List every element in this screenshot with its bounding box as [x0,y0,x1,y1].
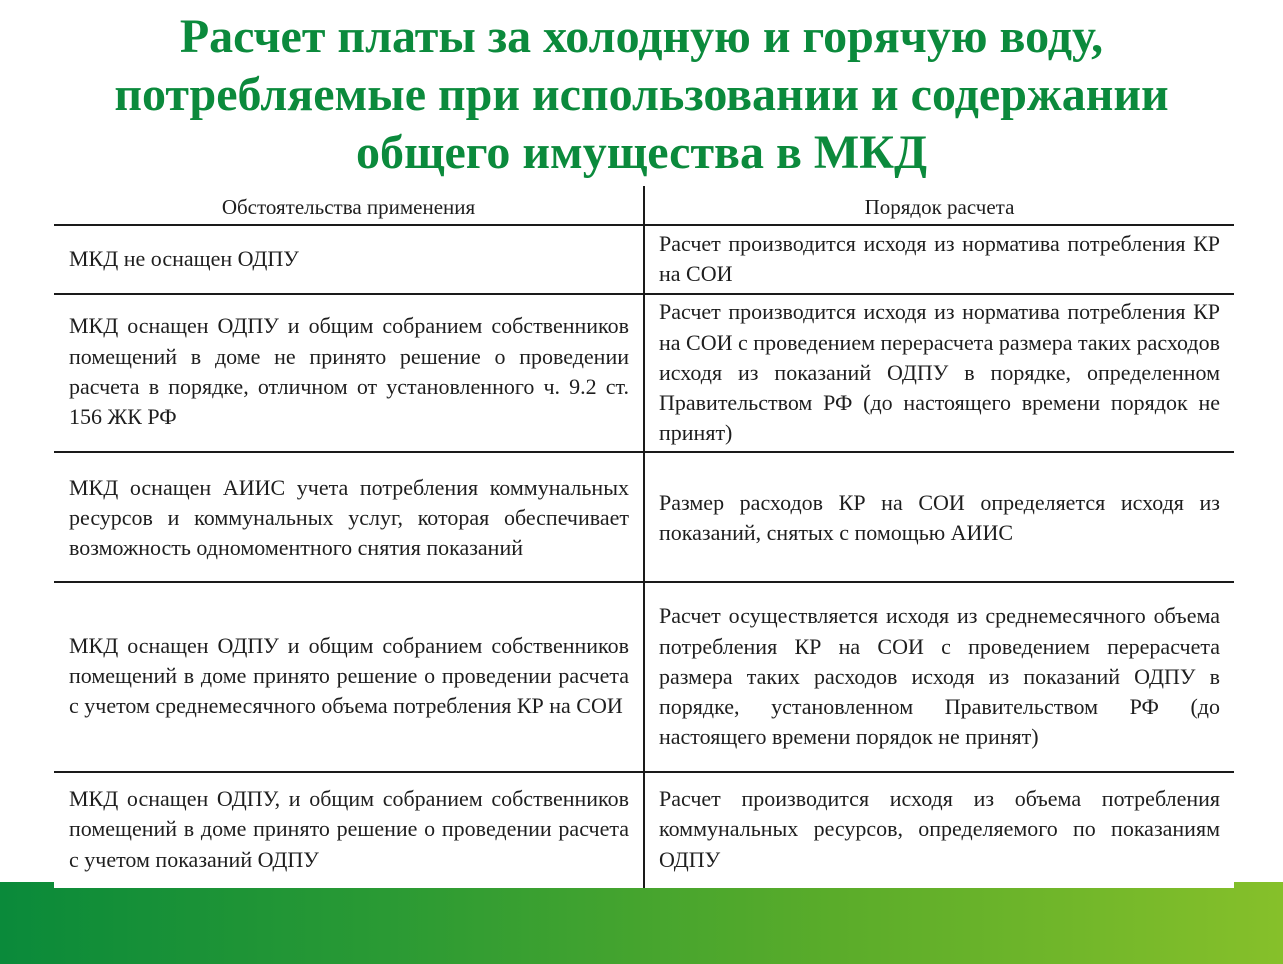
footer-green-band [0,882,1283,964]
header-procedure: Порядок расчета [864,195,1015,219]
table-row-1-procedure [659,228,1220,290]
cell-text: МКД оснащен ОДПУ и общим собранием собственников помещений в доме не принято решение о проведении расчета в порядке, отличном от установленного ч. 9.2 ст. 156 ЖК РФ [69,313,629,430]
table-row-5-procedure [659,784,1220,884]
table-row-4-circumstance [69,586,629,766]
table-row-2-procedure [659,298,1220,448]
page-title [0,8,1283,182]
title-line-2: потребляемые при использовании и содержании [114,68,1169,121]
header-circumstances: Обстоятельства применения [221,195,476,219]
cell-text: Размер расходов КР на СОИ определяется исходя из показаний, снятых с помощью АИИС [659,489,1220,545]
cell-text: МКД не оснащен ОДПУ [69,245,299,271]
cell-text: МКД оснащен ОДПУ, и общим собранием собственников помещений в доме принято решение о проведении расчета с учетом показаний ОДПУ [69,786,629,872]
cell-text: Расчет производится исходя из норматива потребления КР на СОИ [659,230,1220,286]
calculation-table [54,186,1234,888]
title-line-1: Расчет платы за холодную и горячую воду, [179,10,1104,63]
table-row-4-procedure [659,586,1220,768]
table-row-3-circumstance [69,458,629,578]
column-divider [643,186,645,888]
table-row-1-circumstance [69,228,629,290]
cell-text: Расчет производится исходя из норматива потребления КР на СОИ с проведением перерасчета размера таких расходов исходя из показаний ОДПУ в порядке, определенном Правительством РФ (до настоящего времени порядок не принят) [659,299,1220,446]
cell-text: Расчет осуществляется исходя из среднемесячного объема потребления КР на СОИ с проведением перерасчета размера таких расходов исходя из показаний ОДПУ в порядке, установленном Правительством РФ (до настоящего времени порядок не принят) [659,603,1220,750]
table-row-5-circumstance [69,784,629,884]
cell-text: МКД оснащен ОДПУ и общим собранием собственников помещений в доме принято решение о проведении расчета с учетом среднемесячного объема потребления КР на СОИ [69,632,629,719]
table-row-2-circumstance [69,298,629,446]
cell-text: МКД оснащен АИИС учета потребления коммунальных ресурсов и коммунальных услуг, которая обеспечивает возможность одномоментного снятия показаний [69,474,629,561]
table-row-3-procedure [659,458,1220,578]
cell-text: Расчет производится исходя из объема потребления коммунальных ресурсов, определяемого по показаниям ОДПУ [659,786,1220,872]
title-line-3: общего имущества в МКД [355,126,928,179]
